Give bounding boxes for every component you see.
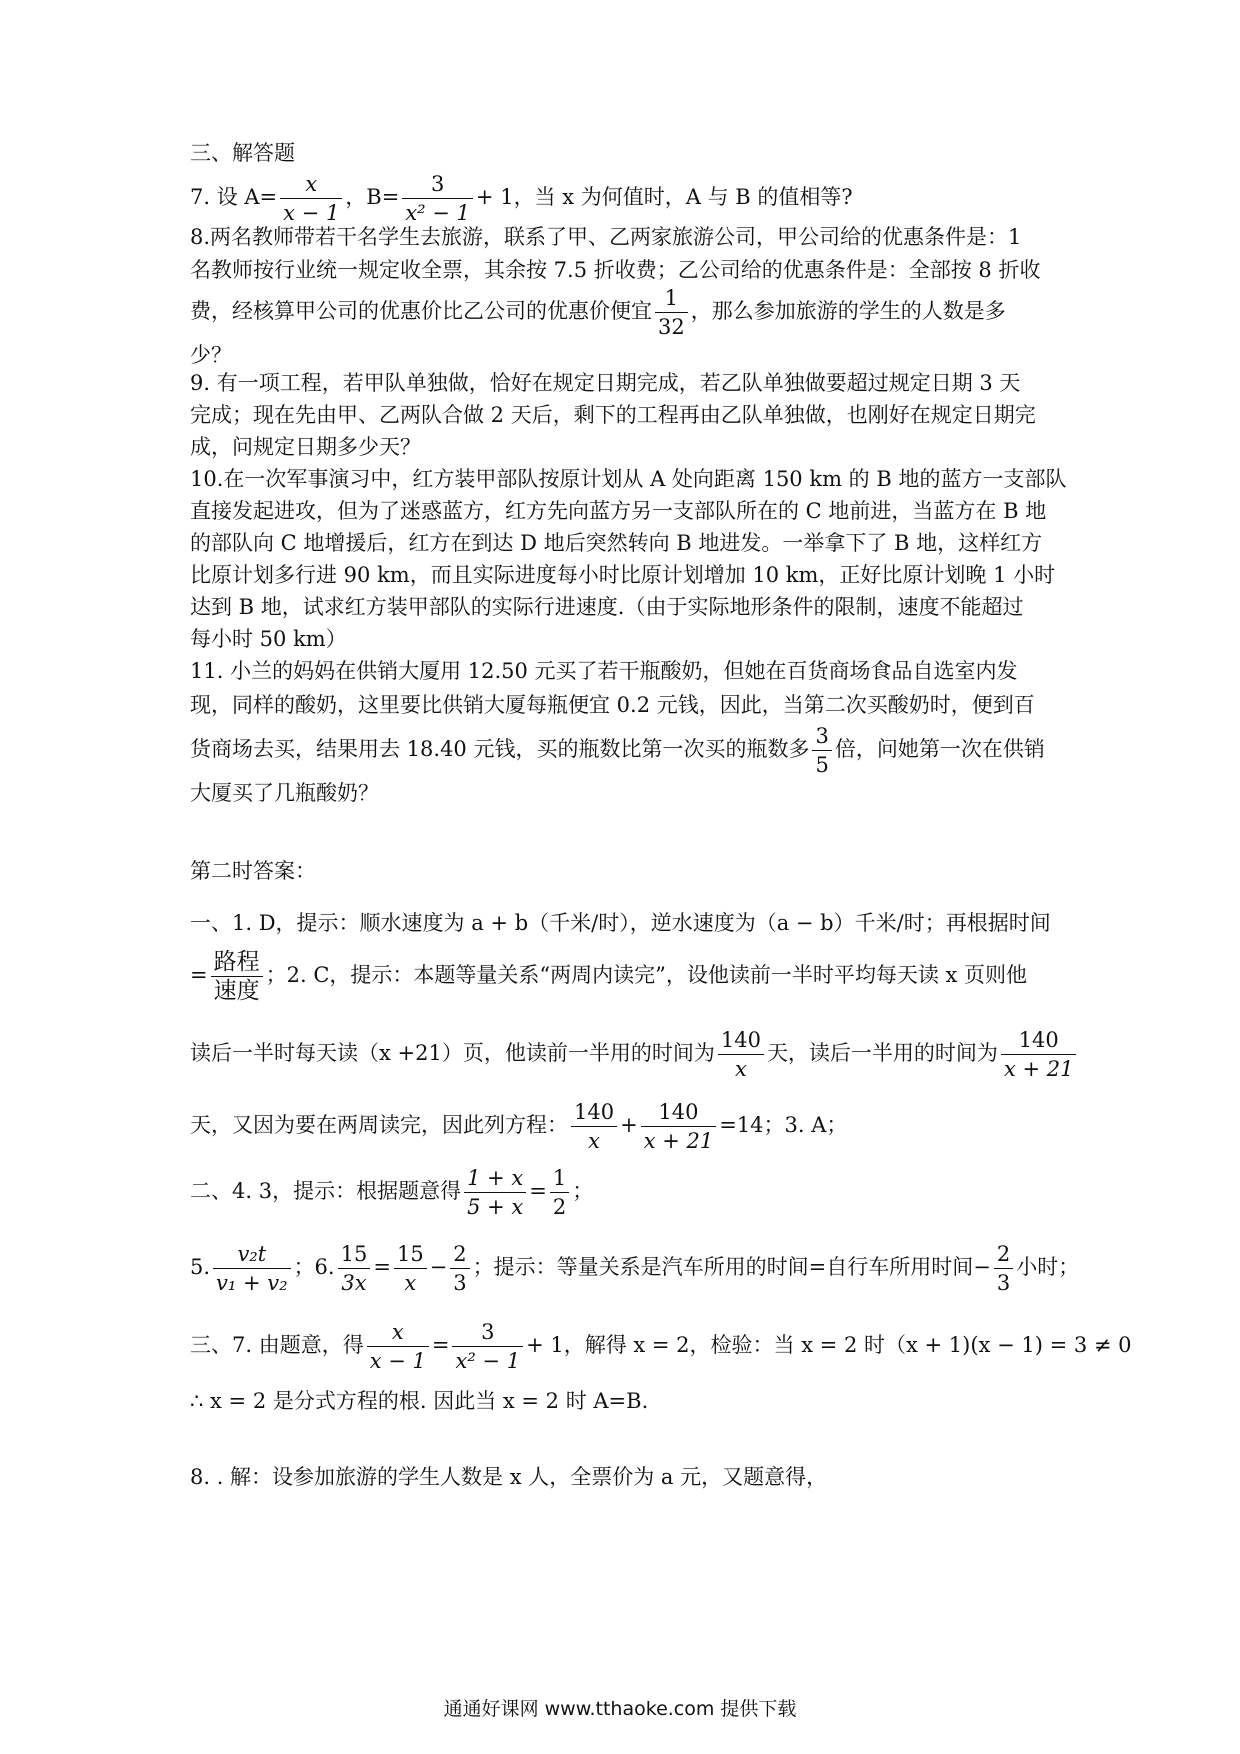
fraction-140-x: $\frac{140}{x}$ — [718, 1026, 764, 1083]
fraction-140-x21-b: $\frac{140}{x + 21}$ — [641, 1098, 717, 1155]
fraction-2-3: $\frac{2}{3}$ — [450, 1240, 469, 1297]
q7-plus: + 1 — [475, 185, 514, 209]
fraction-15-x: $\frac{15}{x}$ — [394, 1240, 427, 1297]
question-11-line-1: 11. 小兰的妈妈在供销大厦用 12.50 元买了若干瓶酸奶，但她在百货商场食品自选室内发 — [190, 659, 1018, 683]
page-footer: 通通好课网 www.tthaoke.com 提供下载 — [443, 1698, 797, 1720]
answer-7: 三、7. 由题意，得 $\frac{x}{x - 1}$ = $\frac{3}{\text{x² − 1}}$ + 1，解得 x = 2，检验：当 x = 2 时（x + 1)(x − 1) = 3 ≠ 0 — [190, 1320, 1132, 1373]
question-10-line-4: 比原计划多行进 90 km，而且实际进度每小时比原计划增加 10 km，正好比原计划晚 1 小时 — [190, 563, 1056, 587]
fraction-1x-5x: $\frac{1 + x}{5 + x}$ — [464, 1164, 526, 1221]
answers-title: 第二时答案： — [190, 859, 316, 883]
fraction-140-x21: $\frac{140}{x + 21}$ — [1001, 1026, 1077, 1083]
section-title: 三、解答题 — [190, 141, 295, 165]
answer-8-line-1: 8. . 解：设参加旅游的学生人数是 x 人，全票价为 a 元，又题意得， — [190, 1465, 828, 1489]
question-9-line-3: 成，问规定日期多少天？ — [190, 435, 421, 459]
question-9-line-1: 9. 有一项工程，若甲队单独做，恰好在规定日期完成，若乙队单独做要超过规定日期 3 天 — [190, 371, 1021, 395]
answer-5-6: 5. $\frac{\text{v₂t}}{\text{v₁ + v₂}}$ ；6. $\frac{15}{3x}$ = $\frac{15}{x}$ − $\frac{2}{3}$ ；提示：等量关系是汽车所用的时间=自行车所用时间− $\frac{2}{3}$ 小时； — [190, 1242, 1080, 1295]
question-10-line-2: 直接发起进攻，但为了迷惑蓝方，红方先向蓝方另一支部队所在的 C 地前进，当蓝方在 B 地 — [190, 499, 1047, 523]
fraction-1-2: $\frac{1}{2}$ — [550, 1164, 569, 1221]
answer-1-line-1: 一、1. D，提示：顺水速度为 a + b（千米/时），逆水速度为（a − b）千米/时；再根据时间 — [190, 911, 1051, 935]
fraction-2-3-b: $\frac{2}{3}$ — [994, 1240, 1013, 1297]
question-9-line-2: 完成；现在先由甲、乙两队合做 2 天后，剩下的工程再由乙队单独做，也刚好在规定日期完 — [190, 403, 1036, 427]
fraction-x-x1: $\frac{x}{x - 1}$ — [367, 1318, 429, 1375]
q7-lead: 7. 设 A= — [190, 185, 278, 209]
fraction-distance-speed: $\frac{\text{路程}}{\text{速度}}$ — [211, 948, 263, 1005]
fraction-v2t: $\frac{\text{v₂t}}{\text{v₁ + v₂}}$ — [213, 1240, 291, 1297]
fraction-3-5: $\frac{3}{5}$ — [812, 722, 831, 779]
question-11-line-2: 现，同样的酸奶，这里要比供销大厦每瓶便宜 0.2 元钱，因此，当第二次买酸奶时，便到百 — [190, 693, 1035, 717]
question-11-line-3: 货商场去买，结果用去 18.40 元钱，买的瓶数比第一次买的瓶数多 $\frac{3}{5}$ 倍，问她第一次在供销 — [190, 724, 1045, 777]
question-11-line-4: 大厦买了几瓶酸奶？ — [190, 781, 379, 805]
fraction-1-32: $\frac{1}{32}$ — [655, 284, 688, 341]
question-8-line-3: 费，经核算甲公司的优惠价比乙公司的优惠价便宜 $\frac{1}{32}$ ，那么参加旅游的学生的人数是多 — [190, 286, 1006, 339]
question-8-line-2: 名教师按行业统一规定收全票，其余按 7.5 折收费；乙公司给的优惠条件是：全部按 8 折收 — [190, 258, 1041, 282]
answer-1-line-3: 读后一半时每天读（x +21）页，他读前一半用的时间为 $\frac{140}{x}$ 天，读后一半用的时间为 $\frac{140}{x + 21}$ — [190, 1026, 1060, 1083]
answer-1-line-4: 天，又因为要在两周读完，因此列方程： $\frac{140}{x}$ + $\frac{140}{x + 21}$ =14；3. A； — [190, 1100, 848, 1153]
answer-7-line-2: ∴ x = 2 是分式方程的根. 因此当 x = 2 时 A=B. — [190, 1389, 649, 1413]
question-7 — [190, 170, 1060, 227]
fraction-a: $\frac{x}{x - 1}$ — [280, 170, 342, 227]
fraction-15-3x: $\frac{15}{3x}$ — [338, 1240, 371, 1297]
question-10-line-6: 每小时 50 km） — [190, 627, 347, 651]
question-10-line-3: 的部队向 C 地增援后，红方在到达 D 地后突然转向 B 地进发。一举拿下了 B 地，这样红方 — [190, 531, 1043, 555]
fraction-b: $\frac{3}{\text{x² − 1}}$ — [402, 170, 473, 227]
answer-4: 二、4. 3，提示：根据题意得 $\frac{1 + x}{5 + x}$ = $\frac{1}{2}$ ； — [190, 1166, 594, 1219]
fraction-140-x-b: $\frac{140}{x}$ — [571, 1098, 617, 1155]
question-8-line-4: 少？ — [190, 343, 232, 367]
q7-tail: ，当 x 为何值时，A 与 B 的值相等? — [513, 185, 853, 209]
question-8-line-1: 8.两名教师带若干名学生去旅游，联系了甲、乙两家旅游公司，甲公司给的优惠条件是：1 — [190, 225, 1022, 249]
question-10-line-1: 10.在一次军事演习中，红方装甲部队按原计划从 A 处向距离 150 km 的 B 地的蓝方一支部队 — [190, 467, 1067, 491]
question-10-line-5: 达到 B 地，试求红方装甲部队的实际行进速度.（由于实际地形条件的限制，速度不能超过 — [190, 595, 1024, 619]
fraction-3-x2: $\frac{3}{\text{x² − 1}}$ — [452, 1318, 523, 1375]
answer-1-line-2: = $\frac{\text{路程}}{\text{速度}}$ ；2. C，提示：本题等量关系“两周内读完”，设他读前一半时平均每天读 x 页则他 — [190, 949, 1028, 1004]
q7-mid: ，B= — [345, 185, 400, 209]
